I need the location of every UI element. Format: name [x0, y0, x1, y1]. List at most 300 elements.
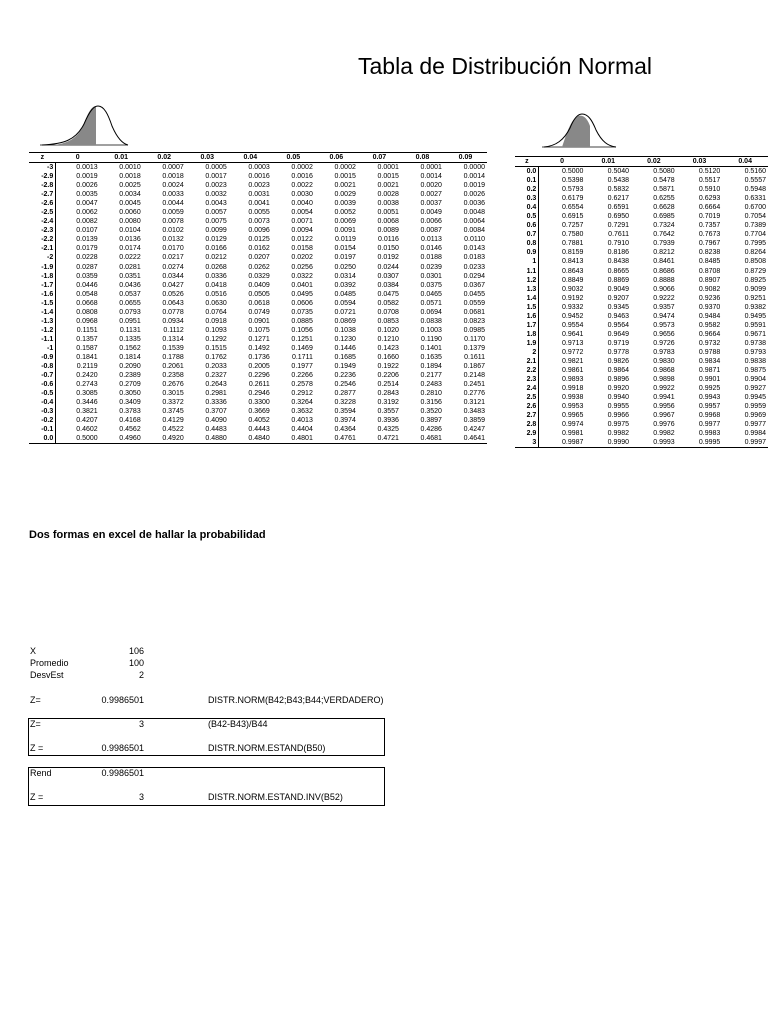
probability-cell: 0.2206: [377, 372, 399, 380]
probability-cell: 0.0071: [291, 218, 313, 226]
probability-cell: 0.9772: [562, 348, 584, 356]
probability-cell: 0.4207: [76, 417, 98, 425]
probability-cell: 0.9838: [744, 358, 766, 365]
probability-cell: 0.4761: [315, 434, 358, 444]
probability-cell: 0.6950: [607, 213, 630, 221]
table-row: [29, 226, 487, 235]
probability-cell: 0.0017: [205, 173, 227, 181]
probability-cell: 0.0869: [334, 317, 356, 325]
table-row: [29, 199, 487, 208]
probability-cell: 0.2090: [119, 363, 141, 371]
probability-cell: 0.9066: [653, 285, 675, 293]
probability-cell: 0.0559: [463, 299, 485, 307]
probability-cell: 0.0054: [291, 209, 313, 217]
probability-cell: 0.9983: [698, 430, 721, 438]
probability-cell: 0.9875: [744, 367, 766, 375]
probability-cell: 0.0039: [334, 200, 356, 208]
z-value-cell: -1: [29, 344, 56, 353]
z-value-cell: 1.5: [515, 303, 539, 312]
probability-cell: 0.0096: [248, 227, 270, 235]
probability-cell: 0.2676: [162, 381, 184, 389]
probability-cell: 0.3821: [76, 408, 98, 416]
mean-label: Promedio: [30, 658, 69, 668]
probability-cell: 0.0019: [76, 173, 98, 181]
z-value-cell: 0.7: [515, 230, 539, 239]
central-area-curve-image: [540, 110, 618, 150]
probability-cell: 0.0102: [162, 227, 184, 235]
probability-cell: 0.0197: [334, 254, 356, 262]
probability-cell: 0.2119: [76, 363, 98, 371]
probability-cell: 0.0384: [377, 281, 399, 289]
probability-cell: 0.0055: [248, 209, 270, 217]
probability-cell: 0.9987: [539, 438, 586, 448]
table-row: [515, 411, 768, 420]
table-row: [515, 167, 768, 177]
probability-cell: 0.9582: [698, 321, 721, 329]
probability-cell: 0.0244: [377, 263, 399, 271]
z3-label: Z =: [30, 743, 44, 753]
table-row: [515, 375, 768, 384]
probability-cell: 0.3228: [334, 399, 356, 407]
probability-cell: 0.9370: [698, 303, 721, 311]
probability-cell: 0.2709: [119, 381, 141, 389]
probability-cell: 0.3669: [248, 408, 270, 416]
probability-cell: 0.3707: [205, 408, 227, 416]
probability-cell: 0.0764: [205, 308, 227, 316]
probability-cell: 0.0351: [119, 272, 141, 280]
z-value-cell: -2.9: [29, 172, 56, 181]
probability-cell: 0.0465: [420, 290, 442, 298]
probability-cell: 0.0014: [420, 173, 442, 181]
z-value-cell: -0.7: [29, 371, 56, 380]
probability-cell: 0.0359: [76, 272, 98, 280]
probability-cell: 0.8686: [653, 267, 675, 275]
z-value-cell: -2.2: [29, 235, 56, 244]
x-label: X: [30, 646, 37, 656]
probability-cell: 0.0059: [162, 209, 184, 217]
table-row: [29, 263, 487, 272]
probability-cell: 0.4960: [100, 434, 143, 444]
probability-cell: 0.1894: [420, 363, 442, 371]
probability-cell: 0.4364: [334, 426, 356, 434]
probability-cell: 0.9821: [562, 358, 584, 365]
table-row: [29, 353, 487, 362]
probability-cell: 0.0025: [119, 182, 141, 190]
probability-cell: 0.8869: [607, 276, 630, 284]
probability-cell: 0.9778: [607, 348, 630, 356]
probability-cell: 0.0064: [463, 218, 485, 226]
probability-cell: 0.0951: [119, 317, 141, 325]
probability-cell: 0.0091: [334, 227, 356, 235]
probability-cell: 0.2546: [334, 381, 356, 389]
probability-cell: 0.6293: [698, 195, 721, 203]
z-value-cell: -2.3: [29, 226, 56, 235]
probability-cell: 0.2005: [248, 363, 270, 371]
table-row: [29, 299, 487, 308]
z1-formula: DISTR.NORM(B42;B43;B44;VERDADERO): [208, 695, 384, 705]
probability-cell: 0.9982: [653, 430, 675, 438]
table-row: [29, 235, 487, 244]
z-value-cell: 2.3: [515, 375, 539, 384]
table-row: [515, 384, 768, 393]
table-row: [515, 339, 768, 348]
probability-cell: 0.0045: [119, 200, 141, 208]
probability-cell: 0.9938: [562, 394, 584, 402]
probability-cell: 0.1038: [334, 326, 356, 334]
probability-cell: 0.0166: [205, 245, 227, 253]
probability-cell: 0.1539: [162, 344, 184, 352]
probability-cell: 0.9649: [607, 330, 630, 338]
probability-cell: 0.0021: [377, 182, 399, 190]
probability-cell: 0.3192: [377, 399, 399, 407]
probability-cell: 0.0023: [248, 182, 270, 190]
table-row: [29, 389, 487, 398]
probability-cell: 0.9484: [698, 312, 721, 320]
probability-cell: 0.6554: [562, 204, 584, 212]
probability-cell: 0.0113: [421, 236, 442, 244]
z-value-cell: 2.9: [515, 429, 539, 438]
probability-cell: 0.0985: [463, 326, 485, 334]
probability-cell: 0.0010: [119, 164, 141, 172]
z-value-cell: -1.5: [29, 299, 56, 308]
probability-cell: 0.4522: [162, 426, 184, 434]
probability-cell: 0.0022: [291, 182, 313, 190]
z-value-cell: 0.0: [515, 167, 539, 177]
probability-cell: 0.0001: [420, 164, 442, 172]
probability-cell: 0.9251: [744, 294, 766, 302]
table-row: [29, 208, 487, 217]
probability-cell: 0.4562: [119, 426, 141, 434]
probability-cell: 0.4052: [248, 417, 270, 425]
table-row: [515, 276, 768, 285]
probability-cell: 0.9049: [607, 285, 630, 293]
probability-cell: 0.2912: [291, 390, 313, 398]
probability-cell: 0.0158: [291, 245, 313, 253]
z-value-cell: 1.7: [515, 321, 539, 330]
probability-cell: 0.0034: [119, 191, 141, 199]
probability-cell: 0.9032: [562, 285, 584, 293]
probability-cell: 0.0344: [162, 272, 184, 280]
probability-cell: 0.3859: [463, 417, 485, 425]
z-value-cell: -2.7: [29, 190, 56, 199]
probability-cell: 0.5793: [562, 186, 584, 194]
probability-cell: 0.0708: [377, 308, 399, 316]
probability-cell: 0.7389: [744, 222, 766, 230]
probability-cell: 0.2148: [463, 372, 485, 380]
probability-cell: 0.5438: [607, 177, 630, 185]
probability-cell: 0.0087: [420, 227, 442, 235]
probability-cell: 0.0793: [119, 308, 141, 316]
table-row: [515, 321, 768, 330]
probability-cell: 0.8849: [562, 276, 584, 284]
probability-cell: 0.3336: [205, 399, 227, 407]
probability-cell: 0.9554: [562, 321, 584, 329]
rend-value: 0.9986501: [101, 768, 144, 778]
probability-cell: 0.0007: [162, 164, 184, 172]
probability-cell: 0.0027: [420, 191, 442, 199]
column-header: 0.01: [585, 157, 631, 167]
z-value-cell: 1.6: [515, 312, 539, 321]
column-header: 0.01: [100, 153, 143, 163]
z-value-cell: -1.6: [29, 290, 56, 299]
probability-cell: 0.9976: [653, 421, 675, 429]
probability-cell: 0.4013: [291, 417, 313, 425]
probability-cell: 0.0808: [76, 308, 98, 316]
probability-cell: 0.0048: [463, 209, 485, 217]
z-value-cell: 0.9: [515, 248, 539, 257]
probability-cell: 0.0853: [377, 317, 399, 325]
probability-cell: 0.4721: [358, 434, 401, 444]
probability-cell: 0.1711: [291, 354, 313, 361]
probability-cell: 0.5000: [562, 168, 584, 176]
probability-cell: 0.9959: [744, 403, 766, 411]
probability-cell: 0.6700: [744, 204, 766, 212]
z-value-cell: 0.0: [29, 434, 56, 444]
probability-cell: 0.0051: [377, 209, 399, 217]
probability-cell: 0.7357: [698, 222, 721, 230]
probability-cell: 0.1292: [205, 335, 227, 343]
probability-cell: 0.0036: [463, 200, 485, 208]
probability-cell: 0.1922: [377, 363, 399, 371]
probability-cell: 0.9974: [562, 421, 584, 429]
probability-cell: 0.0075: [205, 218, 227, 226]
table-row: [29, 217, 487, 226]
z-value-cell: -3: [29, 163, 56, 173]
table-row: [515, 212, 768, 221]
probability-cell: 0.8708: [698, 267, 721, 275]
probability-cell: 0.0681: [463, 308, 485, 316]
z4-formula: DISTR.NORM.ESTAND.INV(B52): [208, 792, 343, 802]
probability-cell: 0.1977: [291, 363, 313, 371]
table-row: [29, 317, 487, 326]
column-header: 0.09: [444, 153, 487, 163]
probability-cell: 0.0475: [377, 290, 399, 298]
probability-cell: 0.9474: [653, 312, 675, 320]
probability-cell: 0.5517: [698, 177, 721, 185]
probability-cell: 0.8508: [744, 258, 766, 266]
probability-cell: 0.0239: [420, 263, 442, 271]
probability-cell: 0.9726: [653, 339, 675, 347]
probability-cell: 0.0015: [377, 173, 399, 181]
z4-label: Z =: [30, 792, 44, 802]
probability-cell: 0.9222: [653, 294, 675, 302]
probability-cell: 0.3409: [119, 399, 141, 407]
probability-cell: 0.0256: [291, 263, 313, 271]
z1-label: Z=: [30, 695, 41, 705]
probability-cell: 0.0694: [420, 308, 442, 316]
table-row: [515, 239, 768, 248]
table-row: [515, 348, 768, 357]
probability-cell: 0.1587: [76, 344, 98, 352]
probability-cell: 0.0139: [76, 236, 98, 244]
probability-cell: 0.9719: [607, 339, 630, 347]
table-row: [515, 203, 768, 212]
probability-cell: 0.2810: [420, 390, 442, 398]
probability-cell: 0.0418: [205, 281, 227, 289]
probability-cell: 0.0217: [162, 254, 184, 262]
z-value-cell: -0.8: [29, 362, 56, 371]
probability-cell: 0.2514: [377, 381, 399, 389]
probability-cell: 0.8186: [607, 249, 630, 257]
table-row: [29, 425, 487, 434]
z-value-cell: -1.2: [29, 326, 56, 335]
probability-cell: 0.9904: [744, 376, 766, 384]
z-value-cell: 2.2: [515, 366, 539, 375]
z-value-cell: 1.9: [515, 339, 539, 348]
probability-cell: 0.9641: [562, 330, 584, 338]
probability-cell: 0.9955: [607, 403, 630, 411]
probability-cell: 0.4168: [119, 417, 141, 425]
probability-cell: 0.0002: [291, 164, 313, 172]
table-row: [29, 190, 487, 199]
probability-cell: 0.0436: [119, 281, 141, 289]
probability-cell: 0.1635: [420, 354, 442, 361]
probability-cell: 0.4325: [377, 426, 399, 434]
probability-cell: 0.0052: [334, 209, 356, 217]
probability-cell: 0.0033: [162, 191, 184, 199]
probability-cell: 0.0020: [420, 182, 442, 190]
probability-cell: 0.0018: [162, 173, 184, 181]
probability-cell: 0.3015: [162, 390, 184, 398]
table-row: [29, 407, 487, 416]
probability-cell: 0.0125: [248, 236, 270, 244]
probability-cell: 0.9997: [722, 438, 768, 448]
probability-cell: 0.2578: [291, 381, 313, 389]
probability-cell: 0.0307: [377, 272, 399, 280]
probability-cell: 0.5478: [653, 177, 675, 185]
probability-cell: 0.1867: [463, 363, 485, 371]
probability-cell: 0.7967: [698, 240, 721, 248]
probability-cell: 0.1736: [248, 354, 270, 361]
probability-cell: 0.2358: [162, 372, 184, 380]
probability-cell: 0.3520: [420, 408, 442, 416]
probability-cell: 0.8729: [744, 267, 766, 275]
probability-cell: 0.8461: [653, 258, 675, 266]
probability-cell: 0.0019: [463, 182, 485, 190]
probability-cell: 0.3745: [162, 408, 184, 416]
probability-cell: 0.9920: [607, 385, 630, 393]
probability-cell: 0.0548: [76, 290, 98, 298]
probability-cell: 0.9207: [607, 294, 630, 302]
probability-cell: 0.0003: [248, 164, 270, 172]
probability-cell: 0.9495: [744, 312, 766, 320]
z-value-cell: 0.4: [515, 203, 539, 212]
table-row: [29, 344, 487, 353]
table-row: [515, 248, 768, 257]
table-row: [515, 285, 768, 294]
probability-cell: 0.9082: [698, 285, 721, 293]
probability-cell: 0.3264: [291, 399, 313, 407]
probability-cell: 0.9945: [744, 394, 766, 402]
probability-cell: 0.7995: [744, 240, 766, 248]
probability-cell: 0.4602: [76, 426, 98, 434]
table-row: [29, 398, 487, 407]
z-value-cell: 2.6: [515, 402, 539, 411]
probability-cell: 0.8413: [562, 258, 584, 266]
probability-cell: 0.3446: [76, 399, 98, 407]
table-row: [515, 294, 768, 303]
z-value-cell: 1.1: [515, 267, 539, 276]
probability-cell: 0.0934: [162, 317, 184, 325]
x-value: 106: [128, 646, 144, 656]
probability-cell: 0.4641: [444, 434, 487, 444]
probability-cell: 0.0015: [334, 173, 356, 181]
probability-cell: 0.0084: [463, 227, 485, 235]
probability-cell: 0.0885: [291, 317, 313, 325]
probability-cell: 0.0329: [248, 272, 270, 280]
probability-cell: 0.1020: [377, 326, 399, 334]
probability-cell: 0.6331: [744, 195, 766, 203]
sd-value: 2: [138, 670, 144, 680]
z-value-cell: 2.5: [515, 393, 539, 402]
probability-cell: 0.8907: [698, 276, 721, 284]
probability-cell: 0.2611: [248, 381, 270, 389]
probability-cell: 0.0207: [248, 254, 270, 262]
z3-value: 0.9986501: [101, 743, 144, 753]
probability-cell: 0.9968: [698, 412, 721, 420]
probability-cell: 0.0901: [248, 317, 270, 325]
probability-cell: 0.0183: [463, 254, 485, 262]
table-row: [515, 357, 768, 366]
probability-cell: 0.1841: [76, 354, 98, 361]
z-value-cell: 2: [515, 348, 539, 357]
probability-cell: 0.0188: [420, 254, 442, 262]
z4-value: 3: [138, 792, 144, 802]
probability-cell: 0.6591: [607, 204, 630, 212]
probability-cell: 0.9382: [744, 303, 766, 311]
probability-cell: 0.9868: [653, 367, 675, 375]
probability-cell: 0.0104: [119, 227, 141, 235]
probability-cell: 0.0735: [291, 308, 313, 316]
probability-cell: 0.1446: [334, 344, 356, 352]
probability-cell: 0.7704: [744, 231, 766, 239]
probability-cell: 0.0029: [334, 191, 356, 199]
probability-cell: 0.8238: [698, 249, 721, 257]
z-value-cell: -2.4: [29, 217, 56, 226]
probability-cell: 0.9192: [562, 294, 584, 302]
table-row: [29, 362, 487, 371]
probability-cell: 0.9671: [744, 330, 766, 338]
table-row: [515, 221, 768, 230]
probability-cell: 0.0162: [248, 245, 270, 253]
probability-cell: 0.0287: [76, 263, 98, 271]
probability-cell: 0.5557: [744, 177, 766, 185]
probability-cell: 0.9901: [698, 376, 721, 384]
probability-cell: 0.1271: [248, 335, 270, 343]
probability-cell: 0.0212: [205, 254, 227, 262]
probability-cell: 0.9332: [562, 303, 584, 311]
probability-cell: 0.0000: [463, 164, 485, 172]
probability-cell: 0.3632: [291, 408, 313, 416]
z-value-cell: 1.3: [515, 285, 539, 294]
probability-cell: 0.9463: [607, 312, 630, 320]
z-value-cell: 0.3: [515, 194, 539, 203]
probability-cell: 0.0057: [205, 209, 227, 217]
mean-value: 100: [128, 658, 144, 668]
probability-cell: 0.1131: [119, 326, 141, 334]
probability-cell: 0.4247: [463, 426, 485, 434]
probability-cell: 0.2033: [205, 363, 227, 371]
probability-cell: 0.7580: [562, 231, 584, 239]
standardize-box: [28, 718, 385, 756]
probability-cell: 0.0049: [420, 209, 442, 217]
negative-z-table: [29, 152, 487, 444]
probability-cell: 0.9591: [744, 321, 766, 329]
probability-cell: 0.3050: [119, 390, 141, 398]
table-row: [515, 176, 768, 185]
probability-cell: 0.0516: [205, 290, 227, 298]
probability-cell: 0.0062: [76, 209, 98, 217]
